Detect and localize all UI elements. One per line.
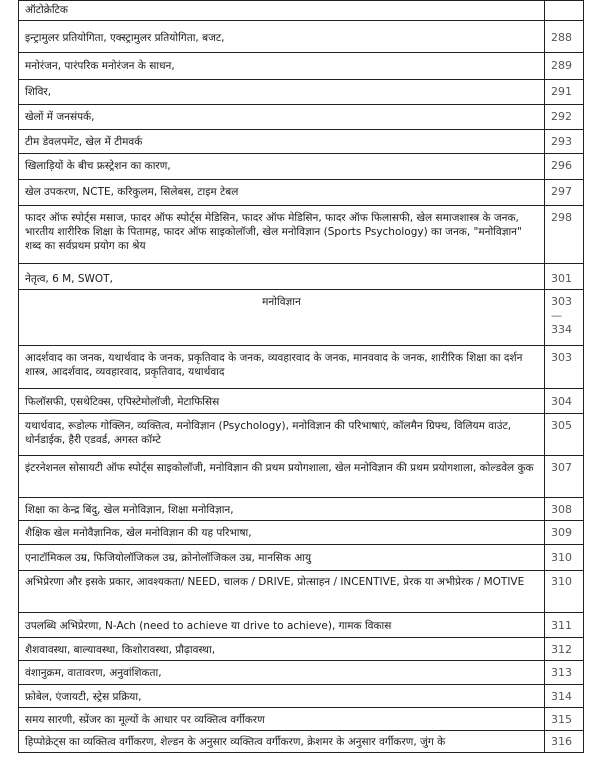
- page-number-cell: 315: [545, 708, 584, 731]
- table-of-contents: [18, 0, 584, 753]
- toc-body: [19, 1, 584, 753]
- table-row: [19, 264, 584, 290]
- table-row: [19, 685, 584, 708]
- table-row: [19, 389, 584, 414]
- topic-cell: शैक्षिक खेल मनोवैज्ञानिक, खेल मनोविज्ञान की यह परिभाषा,: [19, 521, 545, 545]
- table-row: [19, 456, 584, 498]
- page-number-cell: 304: [545, 389, 584, 414]
- table-row: [19, 661, 584, 685]
- topic-cell: शिक्षा का केन्द्र बिंदु, खेल मनोविज्ञान, शिक्षा मनोविज्ञान,: [19, 498, 545, 521]
- topic-cell: अभिप्रेरणा और इसके प्रकार, आवश्यकता/ NEED, चालक / DRIVE, प्रोत्साहन / INCENTIVE, प्रेरक या अभीप्रेरक / MOTIVE: [19, 571, 545, 613]
- table-row: [19, 521, 584, 545]
- table-row: [19, 80, 584, 105]
- table-row: [19, 571, 584, 613]
- topic-cell: एनाटॉमिकल उम्र, फिजियोलॉजिकल उम्र, क्रोनोलॉजिकल उम्र, मानसिक आयु: [19, 545, 545, 571]
- page-number-cell: 296: [545, 154, 584, 180]
- page-number-cell: 288: [545, 21, 584, 53]
- page-number-cell: 308: [545, 498, 584, 521]
- page-range-cell: 303 — 334: [545, 290, 584, 346]
- topic-cell: खेल उपकरण, NCTE, करिकुलम, सिलेबस, टाइम टेबल: [19, 180, 545, 206]
- topic-cell: खिलाड़ियों के बीच फ्रस्ट्रेशन का कारण,: [19, 154, 545, 180]
- page-number-cell: [545, 1, 584, 21]
- topic-cell: ऑटोक्रेटिक: [19, 1, 545, 21]
- page-number-cell: 307: [545, 456, 584, 498]
- page-number-cell: 312: [545, 638, 584, 661]
- topic-cell: फिलॉसफी, एसथेटिक्स, एपिस्टेमोलॉजी, मेटाफिसिस: [19, 389, 545, 414]
- table-row: [19, 1, 584, 21]
- page-number-cell: 316: [545, 731, 584, 753]
- page-number-cell: 309: [545, 521, 584, 545]
- table-row: [19, 498, 584, 521]
- page-number-cell: 303: [545, 346, 584, 389]
- page-number-cell: 314: [545, 685, 584, 708]
- topic-cell: यथार्थवाद, रूडोल्फ गोक्लिन, व्यक्तित्व, मनोविज्ञान (Psychology), मनोविज्ञान की परिभाषाएं, कॉलमैन ग्रिफ्थ, विलियम वाउंट, थोर्नडाईक, हैरी एडवर्ड, अगस्त कॉम्टे: [19, 414, 545, 456]
- page-number-cell: 305: [545, 414, 584, 456]
- table-row: [19, 206, 584, 264]
- topic-cell: शिविर,: [19, 80, 545, 105]
- page-number-cell: 313: [545, 661, 584, 685]
- topic-cell: फ्रोबेल, एंजायटी, स्ट्रेस प्रक्रिया,: [19, 685, 545, 708]
- table-row: [19, 21, 584, 53]
- page-number-cell: 291: [545, 80, 584, 105]
- table-row: [19, 545, 584, 571]
- topic-cell: वंशानुक्रम, वातावरण, अनुवांशिकता,: [19, 661, 545, 685]
- page-number-cell: 311: [545, 613, 584, 638]
- table-row: [19, 53, 584, 80]
- topic-cell: नेतृत्व, 6 M, SWOT,: [19, 264, 545, 290]
- page-number-cell: 292: [545, 105, 584, 130]
- table-row: [19, 708, 584, 731]
- table-row: [19, 731, 584, 753]
- topic-cell: शैशवावस्था, बाल्यावस्था, किशोरावस्था, प्रौढ़ावस्था,: [19, 638, 545, 661]
- page-number-cell: 310: [545, 545, 584, 571]
- page-number-cell: 293: [545, 130, 584, 154]
- page-number-cell: 301: [545, 264, 584, 290]
- topic-cell: उपलब्धि अभिप्रेरणा, N-Ach (need to achieve या drive to achieve), गामक विकास: [19, 613, 545, 638]
- topic-cell: खेलों में जनसंपर्क,: [19, 105, 545, 130]
- topic-cell: मनोरंजन, पारंपरिक मनोरंजन के साधन,: [19, 53, 545, 80]
- page-number-cell: 289: [545, 53, 584, 80]
- table-row: [19, 290, 584, 346]
- table-row: [19, 414, 584, 456]
- table-row: [19, 613, 584, 638]
- topic-cell: समय सारणी, स्प्रेंजर का मूल्यों के आधार पर व्यक्तित्व वर्गीकरण: [19, 708, 545, 731]
- page-number-cell: 310: [545, 571, 584, 613]
- table-row: [19, 638, 584, 661]
- topic-cell: हिप्पोक्रेट्स का व्यक्तित्व वर्गीकरण, शेल्डन के अनुसार व्यक्तित्व वर्गीकरण, क्रेशमर के अनुसार वर्गीकरण, जुंग के: [19, 731, 545, 753]
- table-row: [19, 105, 584, 130]
- table-row: [19, 154, 584, 180]
- table-row: [19, 130, 584, 154]
- topic-cell: फादर ऑफ स्पोर्ट्स मसाज, फादर ऑफ स्पोर्ट्स मेडिसिन, फादर ऑफ मेडिसिन, फादर ऑफ फिलासफी, खेल समाजशास्त्र के जनक, भारतीय शारीरिक शिक्षा के पितामह, फादर ऑफ साइकोलॉजी, खेल मनोविज्ञान (Sports Psychology) का जनक, "मनोविज्ञान" शब्द का सर्वप्रथम प्रयोग का श्रेय: [19, 206, 545, 264]
- page-number-cell: 298: [545, 206, 584, 264]
- section-heading: मनोविज्ञान: [19, 290, 545, 346]
- table-row: [19, 346, 584, 389]
- page-number-cell: 297: [545, 180, 584, 206]
- topic-cell: इंटरनेशनल सोसायटी ऑफ स्पोर्ट्स साइकोलॉजी, मनोविज्ञान की प्रथम प्रयोगशाला, खेल मनोविज्ञान की प्रथम प्रयोगशाला, कोल्डवेल कुक: [19, 456, 545, 498]
- topic-cell: टीम डेवलपमेंट, खेल में टीमवर्क: [19, 130, 545, 154]
- toc-page: [18, 0, 583, 766]
- topic-cell: आदर्शवाद का जनक, यथार्थवाद के जनक, प्रकृतिवाद के जनक, व्यवहारवाद के जनक, मानववाद के जनक, शारीरिक शिक्षा का दर्शन शास्त्र, आदर्शवाद, व्यवहारवाद, प्रकृतिवाद, यथार्थवाद: [19, 346, 545, 389]
- topic-cell: इन्ट्रामुलर प्रतियोगिता, एक्स्ट्रामुलर प्रतियोगिता, बजट,: [19, 21, 545, 53]
- table-row: [19, 180, 584, 206]
